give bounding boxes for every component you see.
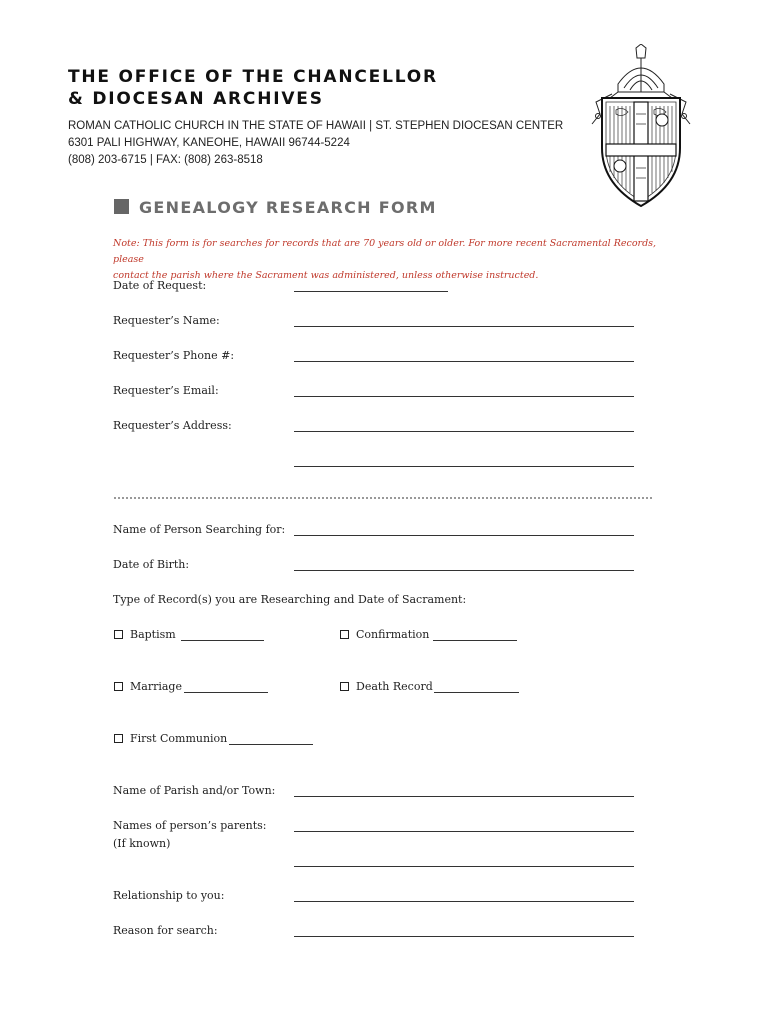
- date-of-birth-field[interactable]: [294, 570, 634, 571]
- address-line-2: 6301 PALI HIGHWAY, KANEOHE, HAWAII 96744-5224: [68, 137, 350, 149]
- first-communion-checkbox[interactable]: [114, 734, 123, 743]
- office-title: [68, 66, 438, 110]
- requester-address-field-line2[interactable]: [294, 466, 634, 467]
- section-bullet-square: [114, 199, 129, 214]
- date-of-request-field[interactable]: [294, 291, 448, 292]
- baptism-date-field[interactable]: [181, 640, 264, 641]
- death-record-label: Death Record: [356, 680, 433, 693]
- person-searching-field[interactable]: [294, 535, 634, 536]
- reason-label: Reason for search:: [113, 924, 218, 937]
- office-title-line2: & DIOCESAN ARCHIVES: [68, 89, 324, 109]
- requester-email-label: Requester’s Email:: [113, 384, 219, 397]
- address-line-1: ROMAN CATHOLIC CHURCH IN THE STATE OF HAWAII | ST. STEPHEN DIOCESAN CENTER: [68, 120, 564, 132]
- form-title: GENEALOGY RESEARCH FORM: [139, 198, 437, 217]
- parents-label-line1: Names of person’s parents:: [113, 819, 267, 832]
- date-of-birth-label: Date of Birth:: [113, 558, 190, 571]
- requester-name-field[interactable]: [294, 326, 634, 327]
- relationship-field[interactable]: [294, 901, 634, 902]
- parents-field-line2[interactable]: [294, 866, 634, 867]
- marriage-date-field[interactable]: [184, 692, 268, 693]
- record-types-prompt: Type of Record(s) you are Researching and Date of Sacrament:: [113, 593, 467, 606]
- requester-phone-field[interactable]: [294, 361, 634, 362]
- office-address-block: [68, 118, 563, 169]
- death-record-date-field[interactable]: [434, 692, 519, 693]
- reason-field[interactable]: [294, 936, 634, 937]
- requester-phone-label: Requester’s Phone #:: [113, 349, 235, 362]
- date-of-request-label: Date of Request:: [113, 279, 207, 292]
- address-line-3: (808) 203-6715 | FAX: (808) 263-8518: [68, 154, 263, 166]
- baptism-label: Baptism: [130, 628, 176, 641]
- office-title-line1: THE OFFICE OF THE CHANCELLOR: [68, 67, 438, 87]
- person-searching-label: Name of Person Searching for:: [113, 523, 286, 536]
- first-communion-label: First Communion: [130, 732, 228, 745]
- requester-email-field[interactable]: [294, 396, 634, 397]
- relationship-label: Relationship to you:: [113, 889, 225, 902]
- requester-name-label: Requester’s Name:: [113, 314, 220, 327]
- first-communion-date-field[interactable]: [229, 744, 313, 745]
- requester-address-label: Requester’s Address:: [113, 419, 232, 432]
- parents-label-line2: (If known): [113, 837, 171, 850]
- parents-field-line1[interactable]: [294, 831, 634, 832]
- diocesan-coat-of-arms-icon: [588, 44, 694, 210]
- confirmation-date-field[interactable]: [433, 640, 517, 641]
- baptism-checkbox[interactable]: [114, 630, 123, 639]
- form-note-line1: Note: This form is for searches for records that are 70 years old or older. For more recent Sacramental Records, please: [113, 238, 657, 265]
- confirmation-checkbox[interactable]: [340, 630, 349, 639]
- marriage-checkbox[interactable]: [114, 682, 123, 691]
- marriage-label: Marriage: [130, 680, 182, 693]
- section-divider: [114, 497, 652, 499]
- parish-town-field[interactable]: [294, 796, 634, 797]
- requester-address-field-line1[interactable]: [294, 431, 634, 432]
- death-record-checkbox[interactable]: [340, 682, 349, 691]
- parish-town-label: Name of Parish and/or Town:: [113, 784, 276, 797]
- form-note: [113, 236, 678, 284]
- confirmation-label: Confirmation: [356, 628, 430, 641]
- form-note-line2: contact the parish where the Sacrament was administered, unless otherwise instructed.: [113, 270, 539, 281]
